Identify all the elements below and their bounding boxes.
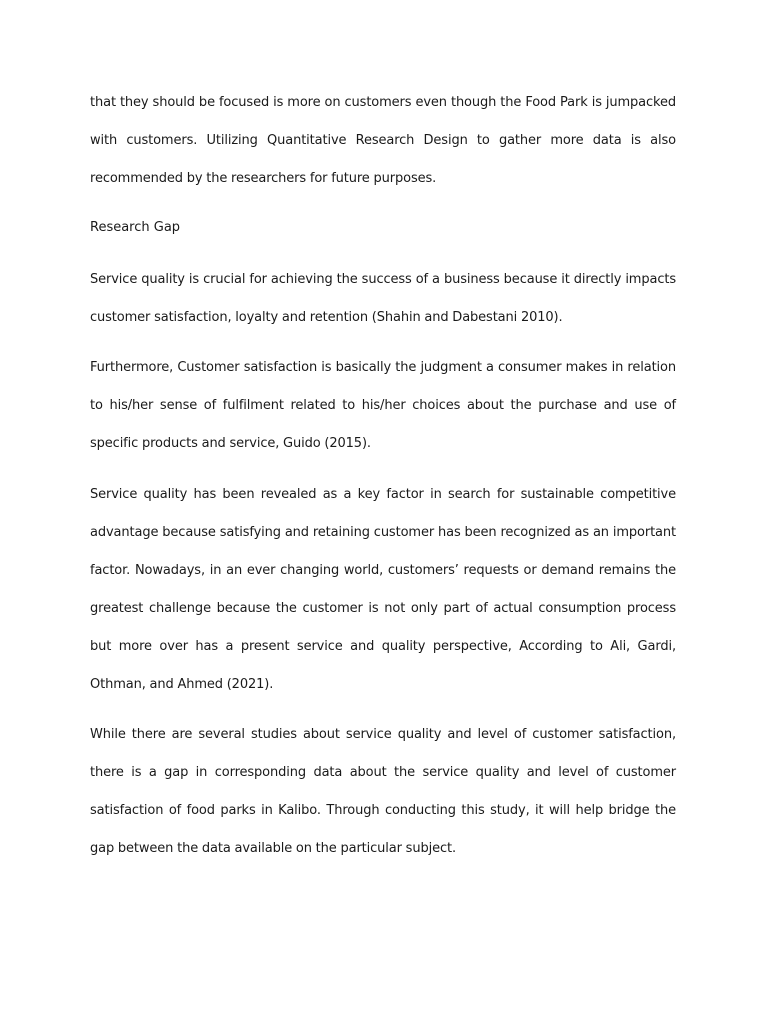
paragraph-intro: that they should be focused is more on customers even though the Food Park is jumpacked with customers. Utilizing Quantitative Research Design to gather more data is also recommended by the researchers for future purposes.	[90, 95, 676, 186]
section-heading-research-gap: Research Gap	[90, 220, 181, 235]
paragraph-customer-satisfaction: Furthermore, Customer satisfaction is basically the judgment a consumer makes in relation to his/her sense of fulfilment related to his/her choices about the purchase and use of specific products and service, Guido (2015).	[90, 360, 676, 451]
paragraph-key-factor: Service quality has been revealed as a key factor in search for sustainable competitive advantage because satisfying and retaining customer has been recognized as an important factor. Nowadays, in an ever changing world, customers’ requests or demand remains the greatest challenge because the customer is not only part of actual consumption process but more over has a present service and quality perspective, According to Ali, Gardi, Othman, and Ahmed (2021).	[90, 487, 676, 692]
paragraph-service-quality: Service quality is crucial for achieving the success of a business because it directly impacts customer satisfaction, loyalty and retention (Shahin and Dabestani 2010).	[90, 272, 676, 325]
paragraph-gap: While there are several studies about service quality and level of customer satisfaction, there is a gap in corresponding data about the service quality and level of customer satisfaction of food parks in Kalibo. Through conducting this study, it will help bridge the gap between the data available on the particular subject.	[90, 727, 676, 856]
